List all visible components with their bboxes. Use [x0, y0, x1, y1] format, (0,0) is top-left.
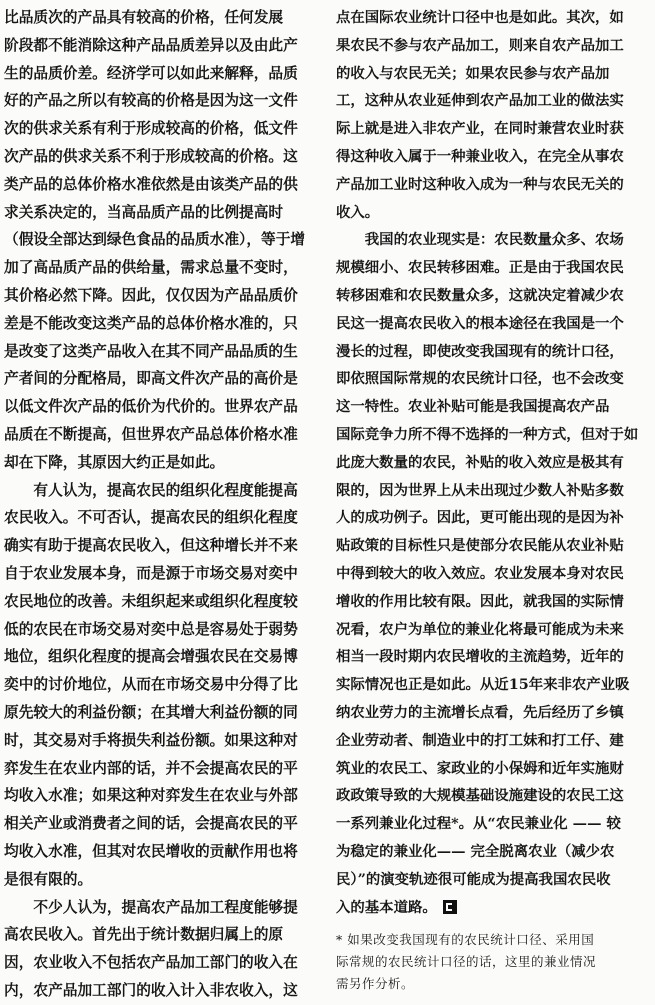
text-line: 规模细小、农民转移困难。正是由于我国农民: [336, 259, 624, 277]
text-line: 纳农业劳力的主流增长点看，先后经历了乡镇: [336, 703, 624, 721]
text-line: 此庞大数量的农民，补贴的收入效应是极其有: [336, 453, 624, 471]
text-line: 产品加工业时这种收入成为一种与农民无关的: [336, 175, 624, 193]
text-line: 品质在不断提高，但世界农产品总体价格水准: [4, 425, 298, 443]
end-of-article-icon: [443, 900, 457, 914]
text-line: 自于农业发展本身，而是源于市场交易对奕中: [4, 564, 298, 582]
text-line: 农民地位的改善。未组织起来或组织化程度较: [4, 592, 298, 610]
text-line: 为稳定的兼业化—— 完全脱离农业（减少农: [336, 842, 615, 860]
text-line: 弈发生在农业内部的话，并不会提高农民的平: [4, 759, 298, 777]
text-line: 低的农民在市场交易对奕中总是容易处于弱势: [4, 620, 298, 638]
text-line: 筑业的农民工、家政业的小保姆和近年实施财: [336, 759, 624, 777]
text-line: 是很有限的。: [4, 870, 93, 888]
text-line: 政政策导致的大规模基础设施建设的农民工这: [336, 787, 624, 805]
text-line: 收入。: [336, 203, 380, 221]
text-line: 我国的农业现实是：农民数量众多、农场: [336, 231, 624, 249]
right-column: [336, 4, 648, 995]
text-line: 有人认为，提高农民的组织化程度能提高: [4, 481, 298, 499]
text-line: 点在国际农业统计口径中也是如此。其次，如: [336, 9, 624, 26]
text-line: 农民收入。不可否认，提高农民的组织化程度: [4, 509, 298, 527]
footnote-line: * 如果改变我国现有的农民统计口径、采用国: [336, 932, 595, 948]
text-line: 民这一提高农民收入的根本途径在我国是一个: [336, 314, 624, 332]
text-line: 产者间的分配格局，即高文件次产品的高价是: [4, 370, 298, 388]
text-line: 均收入水准；如果这种对弈发生在农业与外部: [4, 787, 298, 805]
text-line: 人的成功例子。因此，更可能出现的是因为补: [336, 509, 624, 527]
text-line: 地位，组织化程度的提高会增强农民在交易博: [4, 648, 298, 666]
text-line: 的收入与农民无关；如果农民参与农产品加: [336, 64, 610, 82]
text-line: 以低文件次产品的低价为代价的。世界农产品: [4, 398, 298, 416]
text-line: 入的基本道路。: [336, 894, 648, 922]
text-line: 中得到较大的收入效应。农业发展本身对农民: [336, 564, 624, 582]
footnote: [336, 929, 648, 995]
text-line: 时，其交易对手将损失利益份额。如果这种对: [4, 731, 298, 749]
text-line: 却在下降，其原因大约正是如此。: [4, 453, 225, 471]
text-line: 类产品的总体价格水准依然是由该类产品的供: [4, 175, 298, 193]
text-line: 得这种收入属于一种兼业收入，在完全从事农: [336, 147, 624, 165]
text-line: 其价格必然下降。因此，仅仅因为产品品质价: [4, 286, 298, 304]
text-line: 次产品的供求关系不利于形成较高的价格。这: [4, 147, 298, 165]
footnote-line: 际常规的农民统计口径的话，这里的兼业情况: [336, 954, 597, 970]
text-line: 国际竞争力所不得不选择的一种方式，但对于如: [336, 425, 639, 443]
text-line: 确实有助于提高农民收入，但这种增长并不来: [4, 537, 298, 555]
left-column: [4, 4, 318, 1005]
text-line: 这一特性。农业补贴可能是我国提高农产品: [336, 398, 610, 416]
text-line: 即依照国际常规的农民统计口径，也不会改变: [336, 370, 624, 388]
text-line: 次的供求关系有利于形成较高的价格，低文件: [4, 120, 298, 138]
text-line: 求关系决定的，当高品质产品的比例提高时: [4, 203, 284, 221]
text-line: 民）”的演变轨迹很可能成为提高我国农民收: [336, 870, 611, 888]
text-line: 比品质次的产品具有较高的价格，任何发展: [4, 9, 284, 26]
text-line: 一系列兼业化过程*。从“农民兼业化 —— 较: [336, 815, 621, 833]
text-line: 贴政策的目标性只是使部分农民能从农业补贴: [336, 537, 624, 555]
text-line: 际上就是进入非农产业，在同时兼营农业时获: [336, 120, 624, 138]
text-line: 限的，因为世界上从未出现过少数人补贴多数: [336, 481, 624, 499]
text-line: 转移困难和农民数量众多，这就决定着减少农: [336, 286, 624, 304]
text-line: 均收入水准，但其对农民增收的贡献作用也将: [4, 842, 298, 860]
text-line: 好的产品之所以有较高的价格是因为这一文件: [4, 92, 298, 110]
text-line: 奕中的讨价地位，从而在市场交易中分得了比: [4, 676, 298, 694]
text-line: 生的品质价差。经济学可以如此来解释，品质: [4, 64, 298, 82]
text-line: 企业劳动者、制造业中的打工妹和打工仔、建: [336, 731, 624, 749]
footnote-line: 需另作分析。: [336, 976, 415, 992]
text-line: 不少人认为，提高农产品加工程度能够提: [4, 898, 298, 916]
text-line: 加了高品质产品的供给量，需求总量不变时，: [4, 259, 298, 277]
text-line: 相关产业或消费者之间的话，会提高农民的平: [4, 815, 298, 833]
text-line: 果农民不参与农产品加工，则来自农产品加工: [336, 36, 624, 54]
text-line: 工，这种从农业延伸到农产品加工业的做法实: [336, 92, 624, 110]
text-line: 况看，农户为单位的兼业化将最可能成为未来: [336, 620, 624, 638]
text-line: 高农民收入。首先出于统计数据归属上的原: [4, 926, 284, 944]
text-line: 增收的作用比较有限。因此，就我国的实际情: [336, 592, 624, 610]
text-line: 因，农业收入不包括农产品加工部门的收入在: [4, 954, 298, 972]
text-line: 原先较大的利益份额；在其增大利益份额的同: [4, 703, 298, 721]
right-column-body: [336, 4, 648, 921]
text-line: 差是不能改变这类产品的总体价格水准的，只: [4, 314, 298, 332]
text-line: 相当一段时期内农民增收的主流趋势，近年的: [336, 648, 624, 666]
text-line: 是改变了这类产品收入在其不同产品品质的生: [4, 342, 298, 360]
text-line: 内，农产品加工部门的收入计入非农收入，这: [4, 981, 298, 999]
text-line: （假设全部达到绿色食品的品质水准），等于增: [4, 231, 306, 249]
text-line: 实际情况也正是如此。从近15年来非农产业吸: [336, 676, 630, 694]
text-line: 漫长的过程，即使改变我国现有的统计口径，: [336, 342, 624, 360]
text-line: 阶段都不能消除这种产品品质差异以及由此产: [4, 36, 298, 54]
